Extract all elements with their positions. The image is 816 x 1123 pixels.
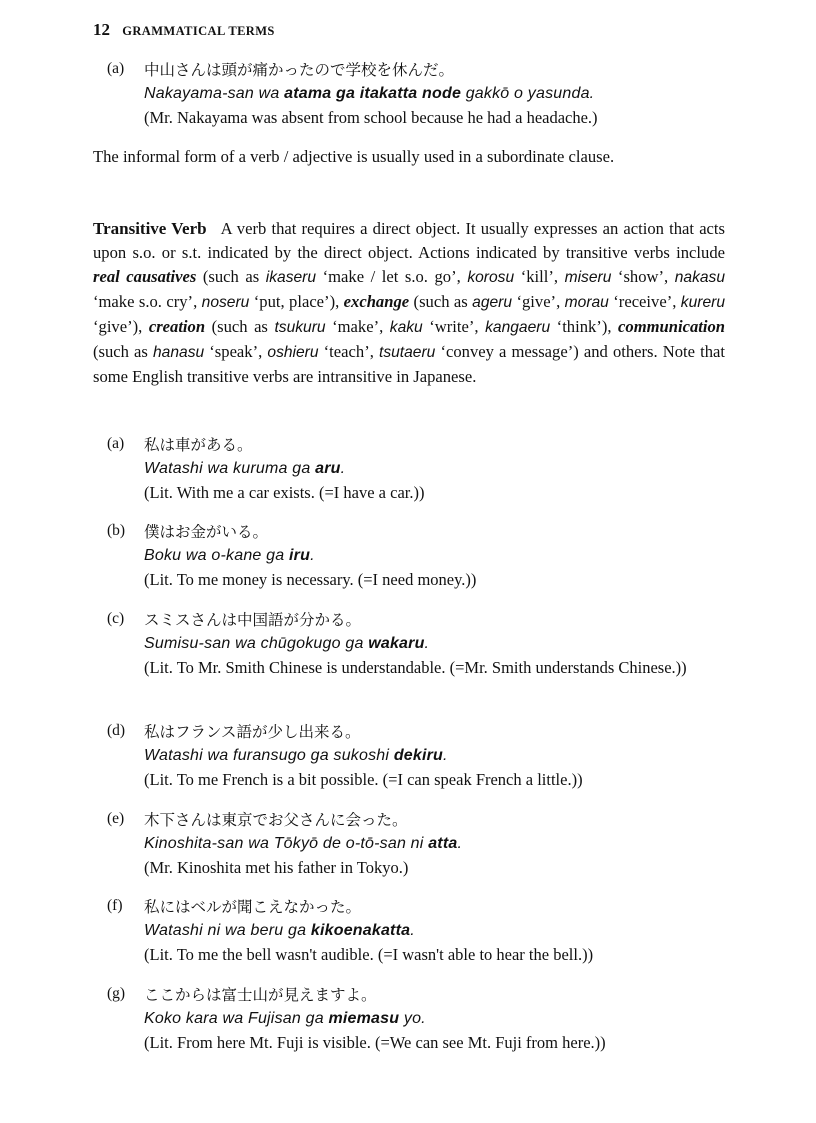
example-label: (e) (107, 810, 125, 827)
example-c (107, 608, 733, 680)
example-translation: (Mr. Kinoshita met his father in Tokyo.) (144, 858, 409, 877)
example-japanese: 中山さんは頭が痛かったので学校を休んだ。 (144, 61, 455, 79)
informal-note: The informal form of a verb / adjective is usually used in a subordinate clause. (93, 147, 615, 166)
example-translation: (Mr. Nakayama was absent from school because he had a headache.) (144, 108, 598, 127)
example-romaji: Nakayama-san wa atama ga itakatta node gakkō o yasunda. (144, 85, 595, 102)
term-heading: Transitive Verb (93, 219, 207, 238)
example-romaji: Watashi ni wa beru ga kikoenakatta. (144, 922, 415, 939)
example-japanese: 木下さんは東京でお父さんに会った。 (144, 811, 408, 829)
example-f (107, 895, 733, 967)
example-d (107, 720, 733, 792)
example-japanese: ここからは富士山が見えますよ。 (144, 986, 377, 1004)
example-translation: (Lit. With me a car exists. (=I have a car.)) (144, 483, 425, 502)
example-label: (b) (107, 522, 126, 539)
example-japanese: 私は車がある。 (144, 436, 253, 454)
example-romaji: Kinoshita-san wa Tōkyō de o-tō-san ni atta. (144, 835, 463, 852)
example-b (107, 520, 733, 592)
example-label: (c) (107, 610, 125, 627)
example-romaji: Koko kara wa Fujisan ga miemasu yo. (144, 1010, 426, 1027)
example-translation: (Lit. To me the bell wasn't audible. (=I wasn't able to hear the bell.)) (144, 945, 594, 964)
example-romaji: Watashi wa kuruma ga aru. (144, 460, 346, 477)
example-label: (a) (107, 435, 125, 452)
example-romaji: Boku wa o-kane ga iru. (144, 547, 315, 564)
example-label: (f) (107, 897, 123, 914)
example-e (107, 808, 733, 880)
example-translation: (Lit. To me money is necessary. (=I need money.)) (144, 570, 477, 589)
example-translation: (Lit. To me French is a bit possible. (=I can speak French a little.)) (144, 770, 583, 789)
page-number: 12 (93, 20, 110, 39)
example-g (107, 983, 733, 1055)
running-head (93, 20, 275, 40)
example-label: (d) (107, 722, 126, 739)
example-label: (g) (107, 985, 126, 1002)
example-translation: (Lit. To Mr. Smith Chinese is understandable. (=Mr. Smith understands Chinese.)) (144, 658, 687, 677)
example-japanese: 私はフランス語が少し出来る。 (144, 723, 361, 741)
example-japanese: 私にはベルが聞こえなかった。 (144, 898, 362, 916)
transitive-verb-definition: Transitive Verb A verb that requires a direct object. It usually expresses an action that acts upon s.o. or s.t. indicated by the direct object. Actions indicated by transitive verbs include real causatives (such as ikaseru ‘make / let s.o. go’, korosu ‘kill’, miseru ‘show’, nakasu ‘make s.o. cry’, noseru ‘put, place’), exchange (such as ageru ‘give’, morau ‘receive’, kureru ‘give’), creation (such as tsukuru ‘make’, kaku ‘write’, kangaeru ‘think’), communication (such as hanasu ‘speak’, oshieru ‘teach’, tsutaeru ‘convey a message’) and others. Note that some English transitive verbs are intransitive in Japanese. (93, 219, 726, 386)
example-romaji: Sumisu-san wa chūgokugo ga wakaru. (144, 635, 430, 652)
example-translation: (Lit. From here Mt. Fuji is visible. (=We can see Mt. Fuji from here.)) (144, 1033, 606, 1052)
example-japanese: 僕はお金がいる。 (144, 523, 269, 541)
section-title: GRAMMATICAL TERMS (122, 24, 275, 38)
example-japanese: スミスさんは中国語が分かる。 (144, 611, 362, 629)
example-a (107, 433, 733, 505)
example-label: (a) (107, 60, 125, 77)
example-top-a (107, 58, 733, 130)
example-romaji: Watashi wa furansugo ga sukoshi dekiru. (144, 747, 448, 764)
